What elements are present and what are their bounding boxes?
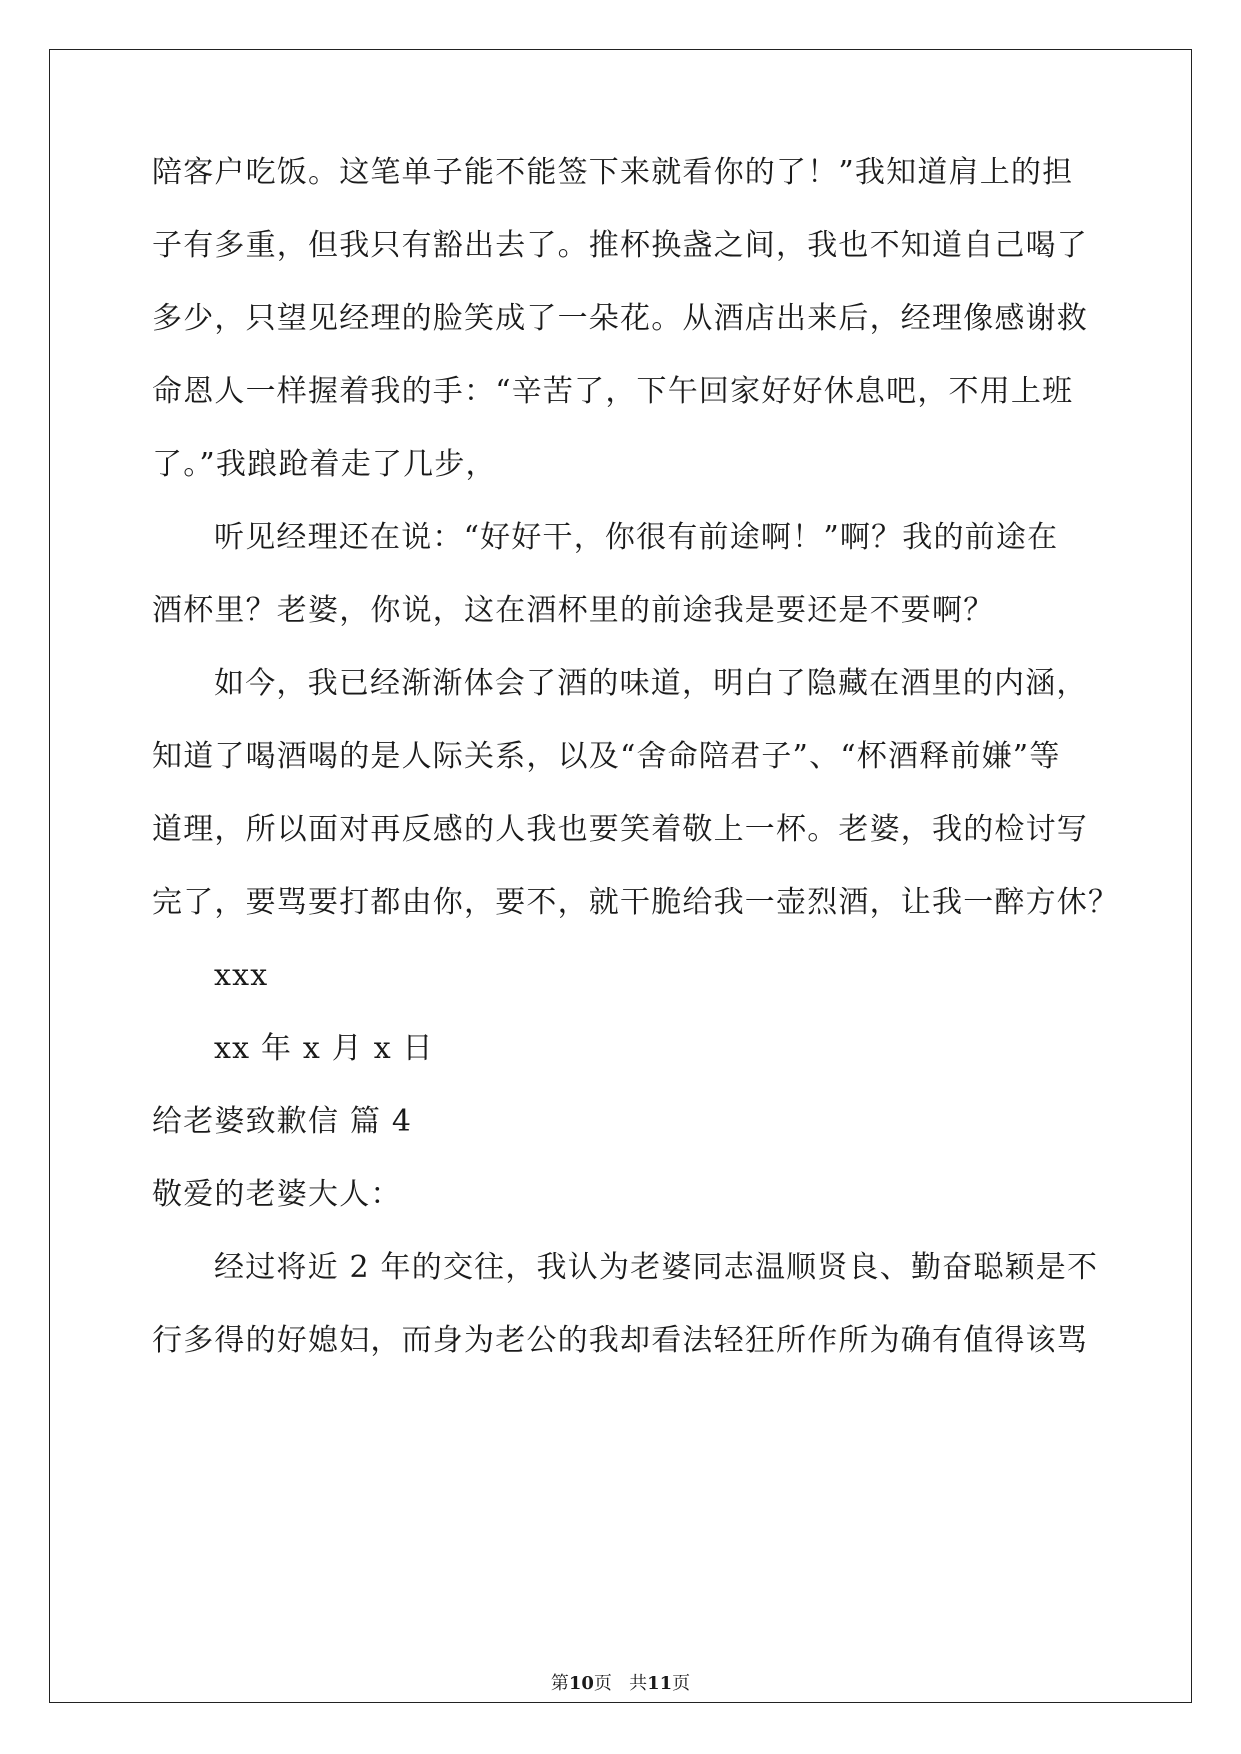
salutation: 敬爱的老婆大人： bbox=[152, 1177, 402, 1212]
footer-page-suffix: 页 bbox=[593, 1673, 612, 1694]
page-border bbox=[49, 49, 1192, 1703]
footer-total-number: 11 bbox=[647, 1673, 673, 1694]
body-line-1: 陪客户吃饭。这笔单子能不能签下来就看你的了！”我知道肩上的担 bbox=[152, 155, 1074, 190]
signature-date: xx 年 x 月 x 日 bbox=[214, 1031, 434, 1066]
page-footer bbox=[0, 1672, 1241, 1696]
body-line-9: 知道了喝酒喝的是人际关系，以及“舍命陪君子”、“杯酒释前嫌”等 bbox=[152, 739, 1061, 774]
body-line-2: 子有多重，但我只有豁出去了。推杯换盏之间，我也不知道自己喝了 bbox=[152, 228, 1088, 263]
body-line-11: 完了，要骂要打都由你，要不，就干脆给我一壶烈酒，让我一醉方休？ bbox=[152, 885, 1120, 920]
body-line-6: 听见经理还在说：“好好干，你很有前途啊！”啊？我的前途在 bbox=[214, 520, 1059, 555]
body-line-5: 了。”我踉跄着走了几步， bbox=[152, 447, 497, 482]
footer-page-number: 10 bbox=[568, 1673, 594, 1694]
body-line-4: 命恩人一样握着我的手：“辛苦了，下午回家好好休息吧，不用上班 bbox=[152, 374, 1074, 409]
body-line-8: 如今，我已经渐渐体会了酒的味道，明白了隐藏在酒里的内涵， bbox=[214, 666, 1088, 701]
section-heading: 给老婆致歉信 篇 4 bbox=[152, 1104, 413, 1139]
footer-total-prefix: 共 bbox=[629, 1673, 648, 1694]
body-line-13: 行多得的好媳妇，而身为老公的我却看法轻狂所作所为确有值得该骂 bbox=[152, 1323, 1088, 1358]
footer-total-suffix: 页 bbox=[672, 1673, 691, 1694]
signature-name: xxx bbox=[214, 958, 269, 993]
body-line-10: 道理，所以面对再反感的人我也要笑着敬上一杯。老婆，我的检讨写 bbox=[152, 812, 1088, 847]
body-line-12: 经过将近 2 年的交往，我认为老婆同志温顺贤良、勤奋聪颖是不 bbox=[214, 1250, 1099, 1285]
body-line-3: 多少，只望见经理的脸笑成了一朵花。从酒店出来后，经理像感谢救 bbox=[152, 301, 1088, 336]
footer-page-prefix: 第 bbox=[550, 1673, 569, 1694]
body-line-7: 酒杯里？老婆，你说，这在酒杯里的前途我是要还是不要啊？ bbox=[152, 593, 995, 628]
